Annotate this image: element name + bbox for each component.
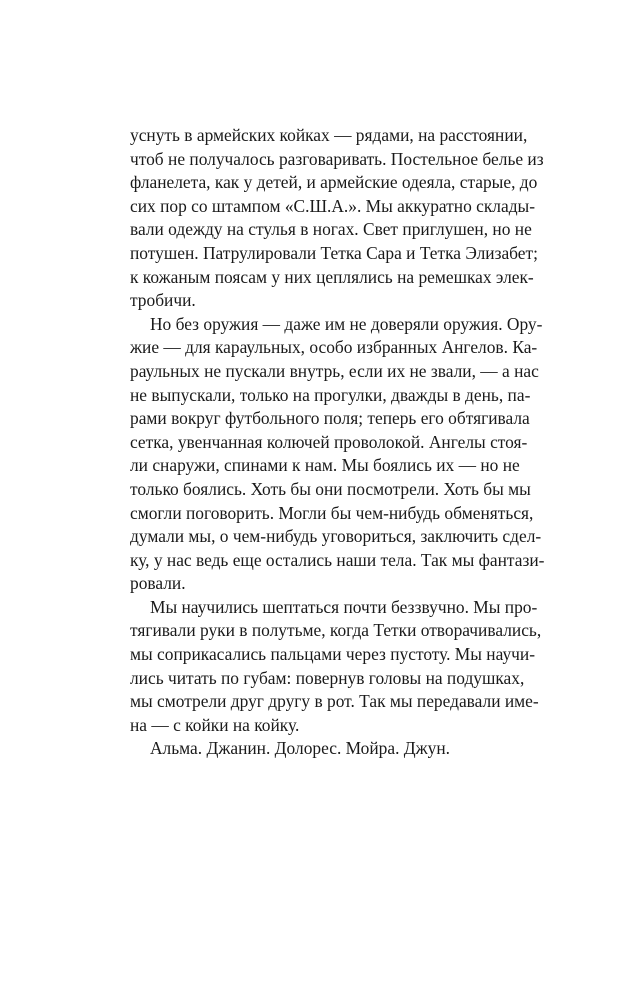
text-line: на — с койки на койку. <box>130 714 300 735</box>
text-line: не выпускали, только на прогулки, дважды в день, па- <box>130 384 531 405</box>
paragraph-4 <box>130 737 490 761</box>
body-text <box>130 124 545 761</box>
text-line: ку, у нас ведь еще остались наши тела. Так мы фантази- <box>130 549 545 570</box>
text-line: жие — для караульных, особо избранных Ангелов. Ка- <box>130 337 538 358</box>
text-line: рами вокруг футбольного поля; теперь его обтягивала <box>130 408 530 429</box>
text-line: уснуть в армейских койках — рядами, на расстоянии, <box>130 125 528 145</box>
text-line: Но без оружия — даже им не доверяли оружия. Ору- <box>150 313 543 334</box>
text-line: вали одежду на стулья в ногах. Свет приглушен, но не <box>130 219 532 240</box>
paragraph-1 <box>130 124 544 313</box>
text-line: только боялись. Хоть бы они посмотрели. Хоть бы мы <box>130 478 531 499</box>
text-line: тробичи. <box>130 290 196 311</box>
text-line: смогли поговорить. Могли бы чем-нибудь обменяться, <box>130 502 534 523</box>
text-line: фланелета, как у детей, и армейские одеяла, старые, до <box>130 172 538 193</box>
text-line: Мы научились шептаться почти беззвучно. Мы про- <box>150 596 538 617</box>
text-line: раульных не пускали внутрь, если их не звали, — а нас <box>130 360 539 381</box>
text-line: сих пор со штампом «С.Ш.А.». Мы аккуратно склады- <box>130 195 536 216</box>
text-line: ли снаружи, спинами к нам. Мы боялись их — но не <box>130 455 520 476</box>
text-line: ровали. <box>130 573 186 594</box>
paragraph-3 <box>130 596 542 738</box>
text-line: Альма. Джанин. Долорес. Мойра. Джун. <box>150 738 451 759</box>
text-line: думали мы, о чем-нибудь уговориться, заключить сдел- <box>130 526 542 547</box>
text-line: потушен. Патрулировали Тетка Сара и Тетка Элизабет; <box>130 242 538 263</box>
text-line: к кожаным поясам у них цеплялись на ремешках элек- <box>130 266 534 287</box>
text-line: тягивали руки в полутьме, когда Тетки отворачивались, <box>130 620 542 641</box>
text-line: лись читать по губам: повернув головы на подушках, <box>130 667 525 688</box>
text-line: мы соприкасались пальцами через пустоту. Мы научи- <box>130 644 535 665</box>
text-line: чтоб не получалось разговаривать. Постельное белье из <box>130 148 544 169</box>
text-line: сетка, увенчанная колючей проволокой. Ангелы стоя- <box>130 431 528 452</box>
paragraph-2 <box>130 313 545 596</box>
text-line: мы смотрели друг другу в рот. Так мы передавали име- <box>130 691 539 712</box>
